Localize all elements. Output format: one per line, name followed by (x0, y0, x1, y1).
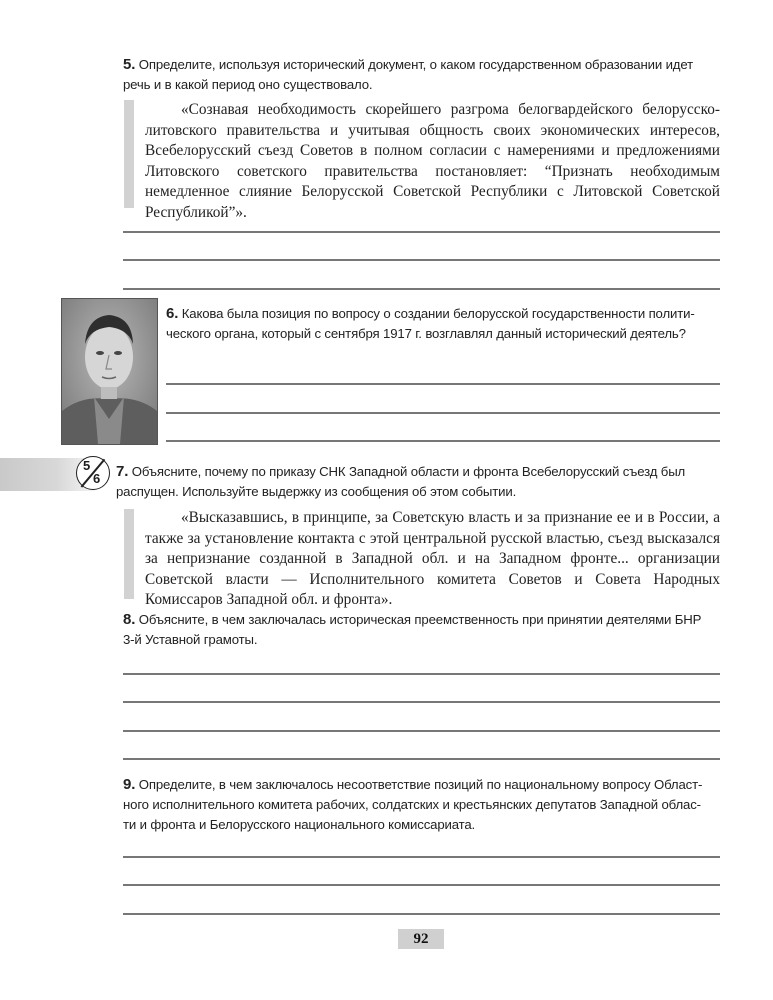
answer-line[interactable] (123, 231, 720, 233)
question-9-line-3: ти и фронта и Белорусского национального комиссариата. (123, 817, 476, 832)
question-number: 6. (166, 305, 179, 322)
question-number: 5. (123, 56, 136, 73)
question-9 (123, 775, 728, 835)
question-5-line-1: 5. Определите, используя исторический документ, о каком государственном образовании идет (123, 56, 693, 73)
answer-line[interactable] (123, 673, 720, 675)
answer-line[interactable] (166, 383, 720, 385)
answer-line[interactable] (123, 758, 720, 760)
portrait-icon (62, 299, 157, 444)
answer-line[interactable] (166, 412, 720, 414)
question-8 (123, 610, 728, 650)
answer-line[interactable] (123, 701, 720, 703)
answer-line[interactable] (123, 884, 720, 886)
quote-bar (124, 100, 134, 208)
quote-bar (124, 509, 134, 599)
question-8-line-1: 8. Объясните, в чем заключалась историческая преемственность при принятии деятелями БНР (123, 611, 702, 628)
answer-line[interactable] (123, 913, 720, 915)
quote-5: «Сознавая необходимость скорейшего разгрома белогвардейского белорусско-литовского правительства и учитывая общность своих экономических интересов, Всебелорусский съезд Советов в полном согласии с намерениями и предложениями Литовского советского правительства постановляет: “Признать необходимым немедленное слияние Белорусской Советской Республики с Литовской Советской Республикой”». (145, 101, 720, 221)
question-5 (123, 55, 723, 95)
question-number: 7. (116, 463, 129, 480)
answer-line[interactable] (123, 856, 720, 858)
question-7 (116, 462, 726, 502)
answer-line[interactable] (123, 259, 720, 261)
quote-7: «Высказавшись, в принципе, за Советскую власть и за признание ее и в России, а также за установление контакта с этой центральной русской властью, съезд высказался за непризнание созданной в Западной обл. и на Западном фронте... организации Советской власти — Исполнительного комитета Советов и Совета Народных Комиссаров Западной обл. и фронта». (145, 509, 720, 609)
question-5-line-2: речь и в какой период оно существовало. (123, 77, 373, 92)
question-9-line-2: ного исполнительного комитета рабочих, солдатских и крестьянских депутатов Западной облас- (123, 797, 701, 812)
question-9-line-1: 9. Определите, в чем заключалось несоответствие позиций по национальному вопросу Област- (123, 776, 703, 793)
question-8-line-2: 3-й Уставной грамоты. (123, 632, 258, 647)
question-number: 9. (123, 776, 136, 793)
page-number: 92 (398, 929, 444, 949)
answer-line[interactable] (166, 440, 720, 442)
difficulty-level-badge (76, 456, 110, 490)
question-number: 8. (123, 611, 136, 628)
level-bottom: 6 (93, 471, 101, 486)
portrait-image (61, 298, 158, 445)
question-6 (166, 304, 726, 344)
question-7-line-2: распущен. Используйте выдержку из сообщения об этом событии. (116, 484, 517, 499)
question-6-line-2: ческого органа, который с сентября 1917 г. возглавлял данный исторический деятель? (166, 326, 686, 341)
question-6-line-1: 6. Какова была позиция по вопросу о создании белорусской государственности полити- (166, 305, 695, 322)
answer-line[interactable] (123, 288, 720, 290)
question-7-line-1: 7. Объясните, почему по приказу СНК Западной области и фронта Всебелорусский съезд был (116, 463, 686, 480)
answer-line[interactable] (123, 730, 720, 732)
level-top: 5 (83, 458, 91, 473)
